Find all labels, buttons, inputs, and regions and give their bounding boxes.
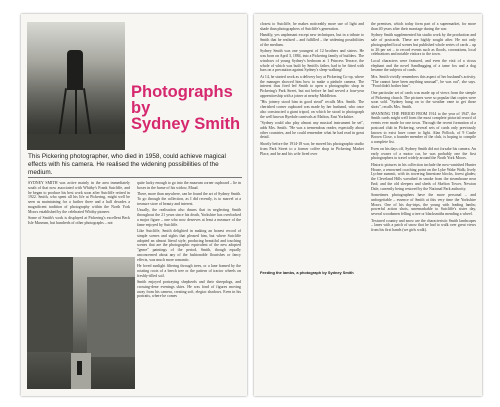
photo-caption: Feeding the lambs, a photograph by Sydney Smith [260, 270, 354, 275]
paragraph: Mrs. Smith vividly remembers this aspect of her husband's activity. "The cannot have been anything unusual", he was out", she says. "Food didn't bother him". [371, 74, 476, 89]
left-page [21, 14, 247, 396]
paragraph: Even on his days off, Sydney Smith did not forsake his camera. An early owner of a motor car, he was probably one the first photographers to travel widely around the North York Moors. [371, 146, 476, 161]
paragraph: Usually, the realisation also dawns that in neglecting Smith throughout the 21 years since his death, Yorkshire has overlooked a major figure – one who now deserves at least a measure of the fame enjoyed by Sutcliffe. [137, 208, 241, 227]
body-column [137, 181, 241, 389]
paragraph: Handily, yes unpleasant except new techniques, but in a tribute to Smith that he realised – and fulfilled – the widening possibilities of the medium. [260, 33, 364, 47]
title-line: Sydney Smith [131, 115, 241, 133]
paragraph: At 14, he started work as a delivery boy at Pickering Co-op, where the manager showed him how to make a pinhole camera. The interest thus fired led Smith to open a photographic shop in Pickering's Park Street, but not before he had served a four-year apprenticeship with a joiner at nearby Middleton. [260, 74, 364, 98]
paragraph: "His joinery stood him in good stead" recalls Mrs. Smith. The cherished corner cupboard was made by her husband, who once also constructed a giant tripod, on which he stood to photograph the well known Ryedale carnivals at Malton, East Yorkshire. [260, 100, 364, 119]
photographer-figure [67, 50, 83, 90]
paragraph: Like Sutcliffe, Smith delighted in making an honest record of simple scenes and sights that pleased him, but where Sutcliffe adopted an almost literal style, producing beautiful and touching scenes that are the photographic equivalent of the new adopted "genre" paintings of the period, Smith, though equally unconcerned about any of the fashionable flourishes or fancy effects, was much more romantic. [137, 229, 241, 262]
body-column [371, 22, 476, 390]
paragraph: Some of Smith's work is displayed at Pickering's excellent Beck Isle Museum, but hundreds of other photographs – not [28, 216, 130, 225]
paragraph: One particular set of cards was made up of views from the steeple of Pickering church. The pictures were so popular that copies were soon sold. "Sydney hung on to the weather vane to get those shots", recalls Mrs. Smith. [371, 90, 476, 110]
body-column [260, 22, 364, 268]
paragraph: Shortly before the 1914-18 war, he moved his photographic studio from Park Street to a former coffee shop in Pickering Market Place, and he and his wife lived over [260, 142, 364, 156]
divider [28, 177, 242, 178]
paragraph: the premises, which today form part of a supermarket, for more than 40 years after their marriage during the war. [371, 22, 476, 31]
paragraph: Sydney Smith supplemented his studio work by the production and sale of postcards. These are highly sought after. He not only photographed local scenes but published whole series of cards – up to 26 per set – to record events such as floods, coronations, local celebrations and notable visitors to the town. [371, 33, 476, 57]
paragraph: There, more than anywhere, can be found the art of Sydney Smith. To go through the collection, as I did recently, is to marvel at a treasure store of beauty and interest. [137, 192, 241, 206]
paragraph: SYDNEY SMITH was active mainly in the area immediately south of that now associated with Whitby's Frank Sutcliffe, and he began to produce his best work soon after Sutcliffe retired in 1922. Smith, who spent all his life at Pickering, might well be seen as maintaining for a further three and a half decades a magnificent tradition of photography within the North York Moors established by the celebrated Whitby pioneer. [28, 181, 130, 214]
paragraph: closest to Sutcliffe, he makes noticeably more use of light and shade than photographers of Sutcliffe's generation. [260, 22, 364, 31]
article-intro: This Pickering photographer, who died in 1958, could achieve magical effects with his camera. He realised the widening possibilities of the medium. [28, 153, 226, 176]
paragraph: Historic pictures in his collection include the now-vanished Hunter House, a renowned coaching point on the Lyke Wake Walk; lively Lychne summit, with its towering limestone blocks, forest glades; the Cleveland Hills wreathed in smoke from the steamhouse near End; and the old sleepers and sheds of Skelton Tower, Newton Dale, currently being restored by the National Park authority. [371, 162, 476, 191]
building-wall [87, 277, 135, 357]
street-photo [27, 257, 135, 389]
photographer-photo [27, 22, 125, 150]
title-line: by [131, 99, 151, 117]
title-line: Photographs [131, 83, 233, 101]
paragraph: SPANNING THE PERIOD FROM 1914 to the year of 1947, the Smith cards might well form the most complete pictorial record of events ever made for one town. Through the recent formation of a postcard club in Pickering, several sets of cards only previously known to exist have come to light. Alan Pollock, of 9 Castle Brown Close, a founder member of the club, is hoping to compile a complete list. [371, 111, 476, 145]
paragraph: Textured country and snow are the characteristic Smith landscapes – lanes with a patch of snow that he had to walk over great views from his first hands (we girls walk). [371, 218, 476, 233]
paragraph: Sydney Smith was one youngest of 12 brothers and sisters. He was born on April 3, 1884, into a Pickering family of builders. The windows of young Sydney's bedroom at 1 Princess Terrace, the whole of which was built by Smith's father, had to be fitted with bars on a precaution against Sydney's sleep-walking! [260, 49, 364, 73]
building-wall [27, 257, 73, 352]
paragraph: Smith enjoyed portraying shepherds and their sheepdogs, and crossing-dene evenings skies. He was fond of figures moving away from his camera, creating soft, elegiac shadows. Even in his portraits, where he comes [137, 280, 241, 299]
article-title [131, 84, 245, 132]
body-column [28, 181, 130, 253]
right-page [254, 14, 482, 396]
paragraph: Local characters were featured, and even the visit of a circus elephant and the novel Sandbagging of a tame fox and a dog became the subjects of cards. [371, 58, 476, 73]
moorland-ground [27, 134, 125, 150]
paragraph: quite lucky enough to go into the museum corner cupboard – lie in boxes in the home of his widow, Maud. [137, 181, 241, 190]
paragraph: Sometimes photographers have the more personal – and unforgettable – essence of Smith at this very time the Yorkshire Moors. One of his day-trips, the young with leading lambs; powerful action shots, unremarkable to Sutcliffe's sister day, several woodsmen felling a tree or blacksmiths mending a wheel. [371, 193, 476, 217]
paragraph: He loved sunlight filtering through trees, or a lane framed by the rotating roots of a beech tree or the pattern of tractor wheels on freshly-tilled soil. [137, 264, 241, 278]
paragraph: "Sydney could also play almost any musical instrument he set", adds Mrs. Smith. "He was a tremendous reader, especially about other countries, and he could remember what he had read in great detail. [260, 121, 364, 140]
figure [77, 361, 82, 375]
